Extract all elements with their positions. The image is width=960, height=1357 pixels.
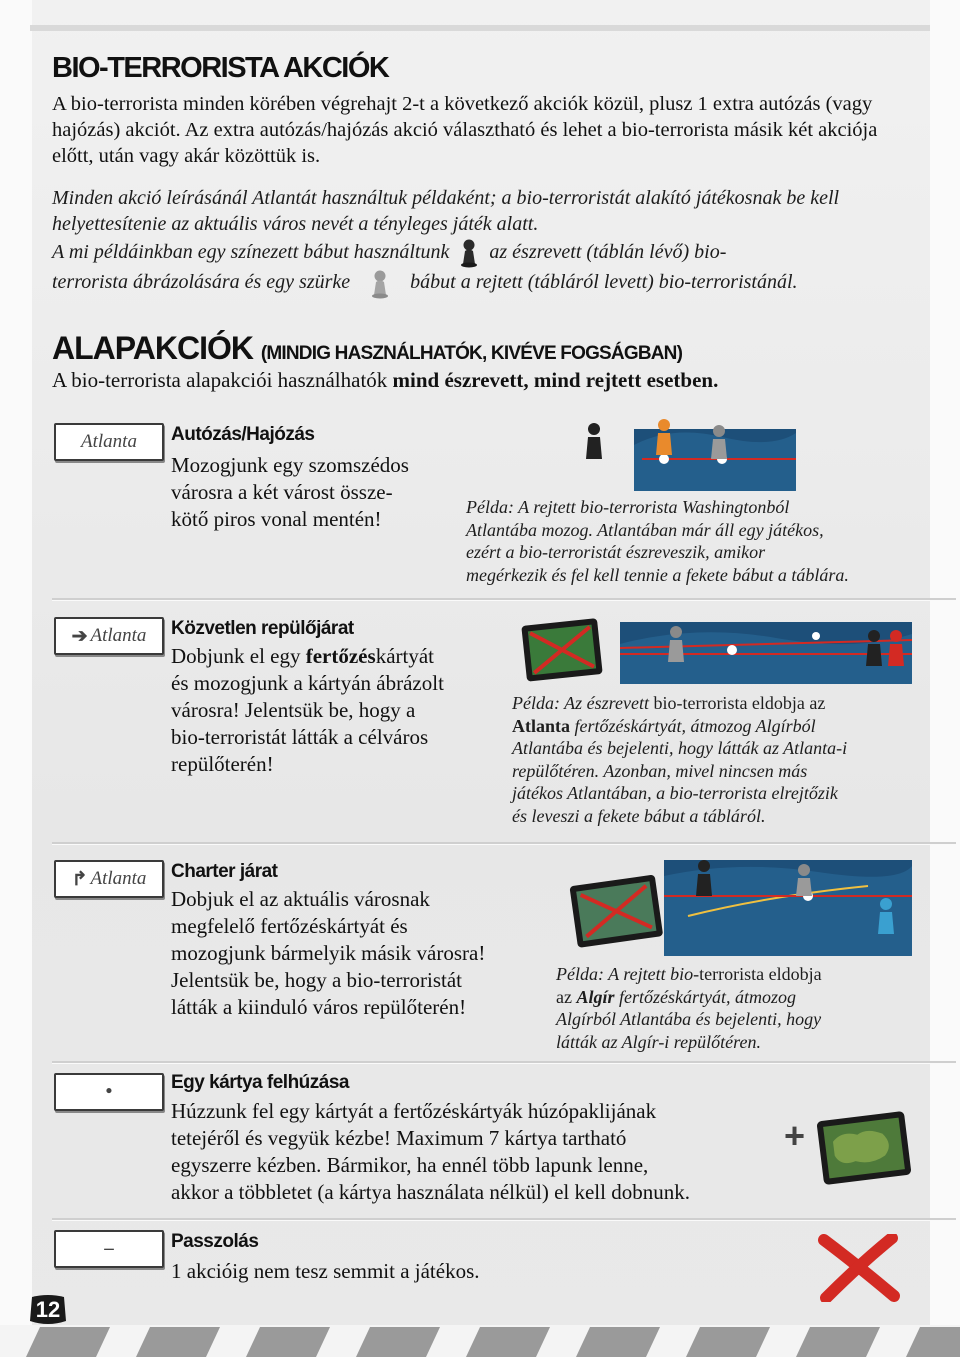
drive-example-text bbox=[466, 496, 849, 586]
body-line: és mozogjunk a kártyán ábrázolt bbox=[171, 671, 444, 695]
body-line: Jelentsük be, hogy a bio-terroristát bbox=[171, 968, 463, 992]
section-divider bbox=[52, 1061, 956, 1064]
body-line: Dobjuk el az aktuális városnak bbox=[171, 887, 430, 911]
charter-example-text bbox=[556, 963, 822, 1053]
card-label: • bbox=[105, 1081, 113, 1102]
pawn-note-part2: az észrevett (táblán lévő) bio- bbox=[489, 241, 727, 263]
example-line bbox=[556, 986, 822, 1009]
dark-pawn-icon bbox=[458, 238, 480, 268]
body-text: Dobjunk el egy bbox=[171, 644, 301, 668]
section-divider bbox=[52, 842, 956, 845]
body-line: megfelelő fertőzéskártyát és bbox=[171, 914, 408, 938]
action-body-pass bbox=[171, 1258, 480, 1285]
body-line: mozogjunk bármelyik másik városra! bbox=[171, 941, 486, 965]
page-number: 12 bbox=[35, 1297, 61, 1322]
pawn-note-paragraph bbox=[52, 238, 932, 299]
pawn-note-part3: terrorista ábrázolására és egy szürke bbox=[52, 271, 351, 294]
body-line: látták a kiinduló város repülőterén! bbox=[171, 995, 467, 1019]
example-line bbox=[512, 715, 847, 738]
drive-example-image bbox=[582, 415, 796, 493]
example-line: Atlantába mozog. Atlantában már áll egy játékos, bbox=[466, 519, 824, 540]
body-text: kártyát bbox=[375, 644, 434, 668]
direct-flight-example-text bbox=[512, 692, 847, 827]
action-title-draw: Egy kártya felhúzása bbox=[171, 1072, 349, 1093]
card-label: – bbox=[104, 1238, 114, 1259]
section-divider bbox=[52, 598, 956, 601]
pawn-note-part1: A mi példáinkban egy színezett bábut használtunk bbox=[52, 241, 450, 263]
example-line: Atlantába és bejelenti, hogy látták az Atlanta-i bbox=[512, 738, 848, 758]
body-line: városra a két várost össze- bbox=[171, 480, 393, 504]
body-line: repülőterén! bbox=[171, 752, 274, 776]
card-label: Atlanta bbox=[90, 868, 147, 889]
page-margin-left bbox=[0, 0, 32, 1357]
example-line: Példa: A rejtett bio-terrorista Washingtonból bbox=[466, 497, 790, 517]
grey-pawn-icon bbox=[369, 269, 391, 299]
body-line: kötő piros vonal mentén! bbox=[171, 507, 382, 531]
body-line bbox=[171, 643, 444, 670]
example-city-bold: Atlanta bbox=[512, 715, 570, 736]
card-label: Atlanta bbox=[81, 431, 137, 452]
action-title-charter: Charter járat bbox=[171, 861, 278, 882]
example-line: Algírból Atlantába és bejelenti, hogy bbox=[556, 1009, 822, 1029]
infection-card-image bbox=[814, 1108, 914, 1188]
body-line: Húzzunk fel egy kártyát a fertőzéskártyák húzópaklijának bbox=[171, 1099, 657, 1123]
example-text-upright: terrorista eldobja bbox=[699, 964, 822, 984]
page-top-border bbox=[30, 25, 930, 31]
action-body-drive bbox=[171, 452, 409, 533]
example-line: ezért a bio-terroristát észreveszik, amikor bbox=[466, 542, 766, 562]
example-text: Példa: A rejtett bio- bbox=[556, 964, 700, 984]
action-title-direct-flight: Közvetlen repülőjárat bbox=[171, 618, 354, 639]
note-paragraph: Minden akció leírásánál Atlantát használtuk példaként; a bio-terroristát alakító játékosnak be kell helyettesítenie az aktuális város nevét a tényleges játék alatt. bbox=[52, 187, 840, 235]
action-body-direct-flight bbox=[171, 643, 444, 778]
example-line bbox=[556, 963, 822, 986]
body-bold: fertőzés bbox=[305, 644, 376, 668]
example-city-bold: Algír bbox=[576, 986, 615, 1007]
section-subtitle: (MINDIG HASZNÁLHATÓK, KIVÉVE FOGSÁGBAN) bbox=[260, 343, 683, 364]
section-intro-part1: A bio-terrorista alapakciói használhatók bbox=[52, 368, 388, 392]
body-line: Mozogjunk egy szomszédos bbox=[171, 453, 409, 477]
page-margin-right bbox=[930, 0, 960, 1357]
body-line: egyszerre kézben. Bármikor, ha ennél több lapunk lenne, bbox=[171, 1153, 649, 1177]
plus-icon: + bbox=[784, 1115, 806, 1156]
example-text-upright: az bbox=[556, 986, 572, 1007]
body-line: bio-terroristát látták a célváros bbox=[171, 725, 429, 749]
body-line: 1 akcióig nem tesz semmit a játékos. bbox=[171, 1259, 480, 1283]
example-line: megérkezik és fel kell tennie a fekete bábut a táblára. bbox=[466, 564, 849, 585]
pawn-note-part4: bábut a rejtett (tábláról levett) bio-terroristánál. bbox=[410, 271, 798, 294]
draw-card-icon bbox=[54, 1073, 164, 1111]
arrow-right-icon: ➔ bbox=[71, 625, 88, 647]
charter-flight-card-icon bbox=[54, 860, 164, 898]
action-title-drive: Autózás/Hajózás bbox=[171, 424, 315, 445]
action-body-charter bbox=[171, 886, 485, 1021]
pass-card-icon bbox=[54, 1230, 164, 1268]
example-line: látták az Algír-i repülőtéren. bbox=[556, 1031, 761, 1052]
card-label: Atlanta bbox=[90, 625, 147, 646]
intro-paragraph: A bio-terrorista minden körében végrehajt 2-t a következő akciók közül, plusz 1 extra autózás (vagy hajózás) akciót. Az extra autózás/hajózás akció választható és lehet a bio-terrorista másik két akciója előtt, után vagy akár közöttük is. bbox=[52, 93, 878, 167]
section-intro-bold: mind észrevett, mind rejtett esetben. bbox=[392, 368, 719, 392]
body-line: városra! Jelentsük be, hogy a bbox=[171, 698, 416, 722]
red-x-icon bbox=[816, 1234, 902, 1302]
section-title-main: ALAPAKCIÓK bbox=[52, 330, 253, 366]
example-line: játékos Atlantában, a bio-terrorista elrejtőzik bbox=[512, 783, 838, 803]
action-body-draw bbox=[171, 1098, 690, 1206]
example-line: repülőtéren. Azonban, mivel nincsen más bbox=[512, 760, 808, 781]
page-title: BIO-TERRORISTA AKCIÓK bbox=[52, 52, 389, 84]
curved-arrow-icon: ↱ bbox=[71, 868, 88, 890]
charter-example-image bbox=[568, 856, 912, 958]
action-title-pass: Passzolás bbox=[171, 1231, 259, 1252]
example-text: Példa: Az észrevett bbox=[512, 693, 649, 713]
example-line: és leveszi a fekete bábut a tábláról. bbox=[512, 805, 766, 826]
footer-stripes bbox=[0, 1325, 960, 1357]
page-number-badge bbox=[28, 1293, 68, 1327]
body-line: akkor a többletet (a kártya használata nélkül) el kell dobnunk. bbox=[171, 1180, 690, 1204]
example-text: fertőzéskártyát, átmozog Algírból bbox=[574, 715, 816, 736]
body-line: tetejéről és vegyük kézbe! Maximum 7 kártya tartható bbox=[171, 1126, 627, 1150]
example-text-upright: bio-terrorista eldobja az bbox=[653, 693, 826, 713]
section-intro bbox=[52, 367, 932, 393]
example-text: fertőzéskártyát, átmozog bbox=[619, 986, 796, 1007]
direct-flight-example-image bbox=[516, 614, 912, 686]
section-divider bbox=[52, 1218, 956, 1221]
example-line bbox=[512, 692, 847, 715]
atlanta-card-icon bbox=[54, 423, 164, 461]
direct-flight-card-icon bbox=[54, 617, 164, 655]
section-title bbox=[52, 330, 682, 367]
